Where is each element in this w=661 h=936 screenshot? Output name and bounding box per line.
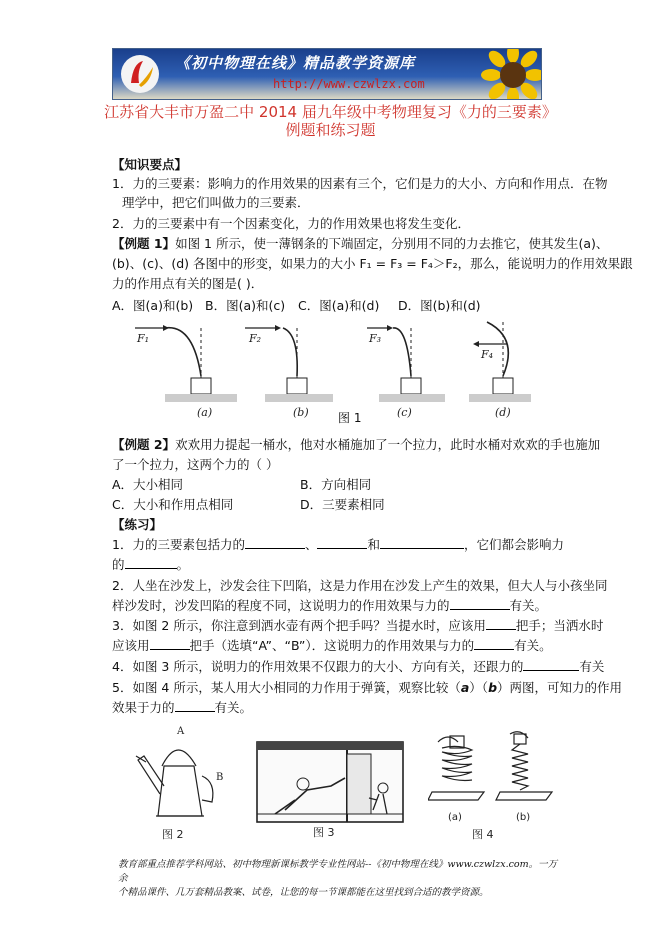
practice-q3-blank-2[interactable] (150, 638, 190, 650)
sunflower-icon (481, 48, 542, 100)
example2-option-c: C．大小和作用点相同 (112, 497, 234, 512)
example2-line2: 了一个拉力，这两个力的（ ） (112, 457, 279, 472)
practice-q3-blank-1[interactable] (486, 618, 516, 630)
practice-q2-line1: 2．人坐在沙发上，沙发会往下凹陷，这是力作用在沙发上产生的效果，但大人与小孩坐同 (112, 578, 608, 593)
practice-q3-blank-3[interactable] (474, 638, 514, 650)
practice-q2-blank[interactable] (450, 598, 510, 610)
practice-q1-text: 1．力的三要素包括力的 (112, 537, 245, 552)
example1-option-d: D．图(b)和(d) (398, 298, 481, 313)
figure4-caption: 图 4 (472, 828, 494, 841)
practice-q3-tail: 有关。 (514, 638, 552, 653)
practice-q1-blank-3[interactable] (380, 537, 464, 549)
practice-q3-use: 应该用 (112, 638, 150, 653)
practice-q5-text: 5．如图 4 所示，某人用大小相同的力作用于弹簧，观察比较（ (112, 680, 461, 695)
figure1-force-d: F₄ (481, 348, 494, 361)
figure1-panel-b (245, 325, 333, 419)
figure-3 (255, 740, 407, 840)
example1-option-a: A．图(a)和(b) (112, 298, 194, 313)
page-title: 江苏省大丰市万盈二中 2014 届九年级中考物理复习《力的三要素》 (104, 103, 557, 121)
example2-option-a: A．大小相同 (112, 477, 184, 492)
practice-q5-a: a (460, 680, 470, 695)
banner-title: 《初中物理在线》精品教学资源库 (175, 54, 416, 72)
practice-q4-text: 4．如图 3 所示，说明力的作用效果不仅跟力的大小、方向有关，还跟力的 (112, 659, 524, 674)
practice-q3-line2 (112, 638, 552, 654)
figure2-caption: 图 2 (162, 828, 184, 841)
example2-text: 欢欢用力提起一桶水，他对水桶施加了一个拉力，此时水桶对欢欢的手也施加 (175, 437, 601, 452)
example1-line1 (112, 236, 608, 252)
practice-q3-text2: 把手（选填“A”、“B”）．这说明力的作用效果与力的 (189, 638, 475, 653)
practice-q5-b: b (488, 680, 498, 695)
practice-q1-sep: 、 (304, 537, 318, 552)
practice-q1-line1 (112, 537, 564, 553)
practice-q5-line2 (112, 700, 252, 716)
figure-1 (135, 318, 535, 430)
example1-text: 如图 1 所示，使一薄钢条的下端固定，分别用不同的力去推它，使其发生(a)、 (175, 236, 609, 251)
practice-q5-mid: ）（ (469, 680, 489, 695)
page-footer (118, 858, 558, 900)
practice-q4 (112, 659, 604, 675)
practice-q1-end: 。 (176, 557, 190, 572)
knowledge-point-2: 2．力的三要素中有一个因素变化，力的作用效果也将发生变化． (112, 216, 470, 231)
practice-q3-text: 3．如图 2 所示，你注意到洒水壶有两个把手吗？当提水时，应该用 (112, 618, 486, 633)
figure1-label-c: (c) (397, 406, 412, 419)
practice-q1-tail: ，它们都会影响力 (464, 537, 565, 552)
example1-label: 【例题 1】 (112, 236, 176, 251)
practice-q5-tail: 有关。 (214, 700, 253, 715)
figure2-handle-b: B (216, 772, 224, 783)
practice-q5-text2: ）两图，可知力的作用 (497, 680, 623, 695)
practice-q4-blank[interactable] (523, 659, 579, 671)
figure-2 (134, 726, 229, 844)
practice-q1-blank-1[interactable] (245, 537, 305, 549)
figure1-panel-d (469, 322, 531, 419)
knowledge-point-1-line1: 1．力的三要素：影响力的作用效果的因素有三个，它们是力的大小、方向和作用点．在物 (112, 176, 608, 191)
practice-q2-tail: 有关。 (509, 598, 548, 613)
site-banner (112, 48, 542, 100)
figure3-caption: 图 3 (313, 826, 335, 839)
footer-line-2: 个精品课件、几万套精品教案、试卷，让您的每一节课都能在这里找到合适的教学资源。 (118, 887, 489, 898)
example1-line2: (b)、(c)、(d) 各图中的形变，如果力的大小 F₁ = F₃ = F₄＞F₂，那么，能说明力的作用效果跟 (112, 256, 633, 271)
practice-q5-text3: 效果于力的 (112, 700, 175, 715)
practice-q5-blank[interactable] (175, 700, 215, 712)
knowledge-point-1-line2: 理学中，把它们叫做力的三要素． (122, 195, 310, 210)
figure1-panel-c (367, 325, 445, 419)
knowledge-heading: 【知识要点】 (112, 157, 188, 172)
figure1-force-b: F₂ (249, 332, 262, 345)
footer-line-1: 教育部重点推荐学科网站、初中物理新课标教学专业性网站--《初中物理在线》www.czwlzx.com。一万余 (118, 859, 558, 884)
example1-line3: 力的作用点有关的图是( )． (112, 276, 264, 291)
banner-url[interactable]: http://www.czwlzx.com (273, 77, 425, 91)
figure1-force-c: F₃ (369, 332, 382, 345)
practice-q3-mid: 把手；当洒水时 (515, 618, 604, 633)
figure4-label-a: (a) (448, 812, 462, 823)
practice-q1-de: 的 (112, 557, 125, 572)
practice-q2-line2 (112, 598, 547, 614)
practice-q4-tail: 有关 (579, 659, 605, 674)
figure4-label-b: (b) (516, 812, 531, 823)
figure1-label-b: (b) (293, 406, 309, 419)
figure1-force-a: F₁ (137, 332, 150, 345)
example1-option-c: C．图(a)和(d) (298, 298, 380, 313)
example1-option-b: B．图(a)和(c) (205, 298, 286, 313)
practice-q1-blank-4[interactable] (125, 557, 177, 569)
example2-label: 【例题 2】 (112, 437, 176, 452)
practice-q1-and: 和 (367, 537, 380, 552)
figure2-handle-a: A (177, 726, 185, 737)
practice-q3-line1 (112, 618, 603, 634)
figure1-caption: 图 1 (338, 411, 362, 425)
example2-option-d: D．三要素相同 (300, 497, 385, 512)
practice-q2-text: 样沙发时，沙发凹陷的程度不同，这说明力的作用效果与力的 (112, 598, 450, 613)
practice-q5-line1 (112, 680, 622, 696)
site-logo-icon (119, 53, 161, 95)
example2-line1 (112, 437, 600, 453)
practice-q1-line2 (112, 557, 189, 573)
figure-4 (428, 728, 558, 844)
figure1-label-a: (a) (197, 406, 213, 419)
figure1-label-d: (d) (495, 406, 511, 419)
figure1-panel-a (135, 325, 237, 419)
practice-heading: 【练习】 (112, 517, 163, 532)
page-subtitle: 例题和练习题 (285, 121, 376, 139)
practice-q1-blank-2[interactable] (317, 537, 367, 549)
example2-option-b: B．方向相同 (300, 477, 372, 492)
